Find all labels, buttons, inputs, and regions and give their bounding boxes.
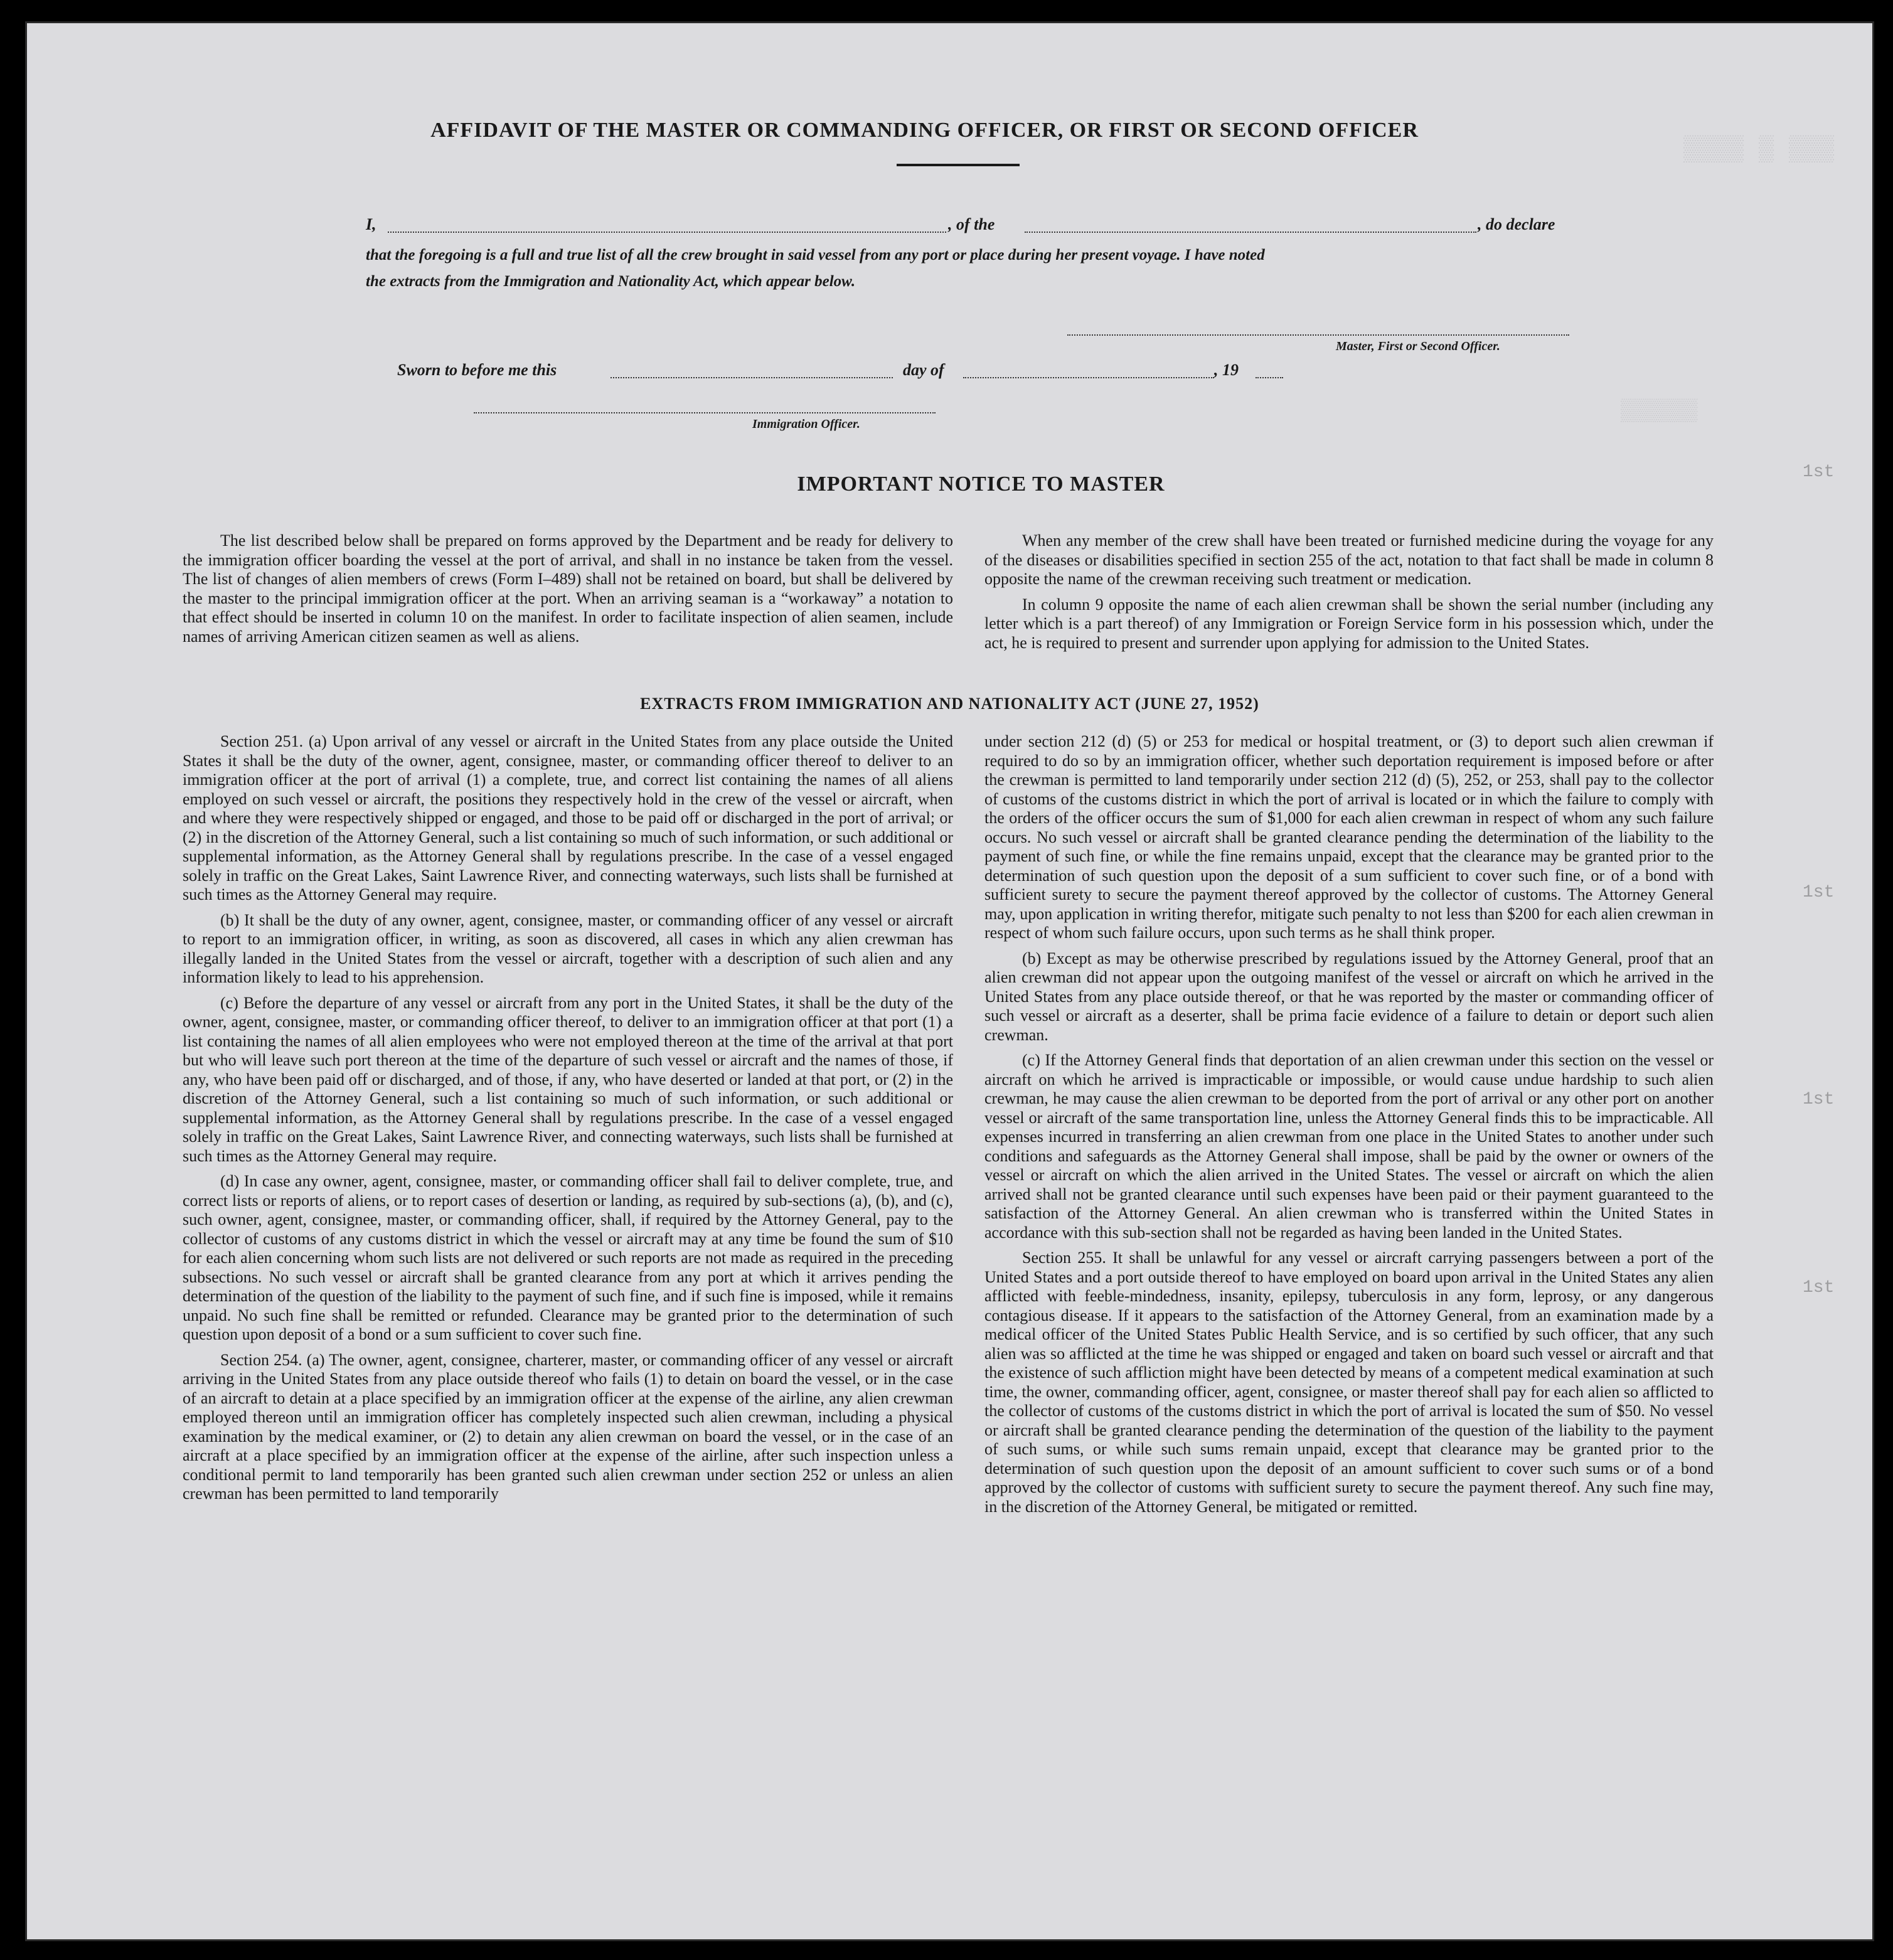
officer-caption: Immigration Officer. bbox=[752, 417, 860, 431]
extracts-left-column bbox=[183, 732, 953, 1510]
title-rule bbox=[897, 164, 1020, 166]
margin-mark: 1st bbox=[1803, 462, 1835, 482]
section-251-a: Section 251. (a) Upon arrival of any vessel or aircraft in the United States from any place outside the United States it shall be the duty of the owner, agent, consignee, master, or commanding officer thereof to deliver to an immigration officer at the port of arrival (1) a complete, true, and correct list containing the names of all aliens employed on such vessel or aircraft, the positions they respectively hold in the crew of the vessel or aircraft, when and where they were respectively shipped or engaged, and those to be paid off or discharged in the port of arrival; or (2) in the discretion of the Attorney General, such a list containing so much of such information, or such additional or supplemental information, as the Attorney General shall by regulations prescribe. In the case of a vessel engaged solely in traffic on the Great Lakes, Saint Lawrence River, and connecting waterways, such lists shall be furnished at such times as the Attorney General may require. bbox=[183, 732, 953, 903]
margin-mark: 1st bbox=[1803, 1278, 1835, 1297]
notice-title: IMPORTANT NOTICE TO MASTER bbox=[797, 472, 1165, 496]
notice-right-column bbox=[984, 531, 1714, 659]
margin-mark: 1st bbox=[1803, 883, 1835, 902]
notice-right-paragraph: In column 9 opposite the name of each alien crewman shall be shown the serial number (including any letter which is a part thereof) of any Immigration or Foreign Service form in his possession which, under the act, he is required to present and surrender upon applying for admission to the United States. bbox=[984, 595, 1714, 652]
vessel-blank[interactable] bbox=[1025, 232, 1476, 233]
sworn-label: Sworn to before me this bbox=[397, 361, 557, 379]
day-of-label: day of bbox=[903, 361, 944, 379]
of-the-label: , of the bbox=[948, 215, 995, 233]
bleed-through-mark: ▒▒▒▒▒▒ bbox=[1621, 400, 1698, 423]
section-254-c: (c) If the Attorney General finds that deportation of an alien crewman under this section on the vessel or aircraft on which he arrived is impracticable or impossible, or would cause undue hardship to such alien crewman, he may cause the alien crewman to be deported from the port of arrival or any other port on another vessel or aircraft of the same transportation line, unless the Attorney General finds this to be impracticable. All expenses incurred in transferring an alien crewman from one place in the United States to another under such conditions and safeguards as the Attorney General shall impose, shall be paid by the owner or owners of the vessel or aircraft on which the alien arrived in the United States. The vessel or aircraft on which the alien arrived shall not be granted clearance until such expenses have been paid or their payment guaranteed to the satisfaction of the Attorney General. An alien crewman who is transferred within the United States in accordance with this sub-section shall not be regarded as having been landed in the United States. bbox=[984, 1051, 1714, 1242]
do-declare-label: , do declare bbox=[1478, 215, 1555, 233]
bleed-through-mark: ▒▒▒▒ ▒ ▒▒▒ bbox=[1683, 136, 1835, 164]
year-blank[interactable] bbox=[1256, 377, 1283, 378]
notice-left-column bbox=[183, 531, 953, 652]
notice-left-paragraph: The list described below shall be prepared on forms approved by the Department and be ready for delivery to the immigration officer boarding the vessel at the port of arrival, and shall in no instance be taken from the vessel. The list of changes of alien members of crews (Form I–489) shall not be retained on board, but shall be delivered by the master to the principal immigration officer at the port. When an arriving seaman is a “workaway” a notation to that effect should be inserted in column 10 on the manifest. In order to facilitate inspection of alien seamen, include names of arriving American citizen seamen as well as aliens. bbox=[183, 531, 953, 646]
section-254-a-continued: under section 212 (d) (5) or 253 for medical or hospital treatment, or (3) to deport such alien crewman if required to do so by an immigration officer, whether such deportation requirement is imposed before or after the crewman is permitted to land temporarily under section 212 (d) (5), 252, or 253, shall pay to the collector of customs of the customs district in which the port of arrival is located or in which the failure to comply with the orders of the officer occurs the sum of $1,000 for each alien crewman in respect of whom any such failure occurs. No such vessel or aircraft shall be granted clearance pending the determination of the liability to the payment of such fine, or while the fine remains unpaid, except that the clearance may be granted prior to the determination of such question upon the deposit of a sum sufficient to cover such fine, or of a bond with sufficient surety to secure the payment thereof approved by the collector of customs. The Attorney General may, upon application in writing therefor, mitigate such penalty to not less than $200 for each alien crewman in respect of whom such failure occurs, upon such terms as he shall think proper. bbox=[984, 732, 1714, 942]
section-254-b: (b) Except as may be otherwise prescribed by regulations issued by the Attorney General, proof that an alien crewman did not appear upon the outgoing manifest of the vessel or aircraft on which he arrived in the United States from any place outside thereof, or that he was reported by the master or commanding officer of such vessel or aircraft as a deserter, shall be prima facie evidence of a failure to detain or deport such alien crewman. bbox=[984, 949, 1714, 1044]
document-page bbox=[25, 21, 1874, 1941]
master-signature-blank[interactable] bbox=[1067, 334, 1569, 336]
section-254-a: Section 254. (a) The owner, agent, consignee, charterer, master, or commanding officer of any vessel or aircraft arriving in the United States from any place outside thereof who fails (1) to detain on board the vessel, or in the case of an aircraft to detain at a place specified by an immigration officer at the expense of the airline, any alien crewman employed thereon until an immigration officer has completely inspected such alien crewman, including a physical examination by the medical examiner, or (2) to detain any alien crewman on board the vessel, or in the case of an aircraft at a place specified by an immigration officer at the expense of the airline, after such inspection unless a conditional permit to land temporarily has been granted such alien crewman under section 252 or unless an alien crewman has been permitted to land temporarily bbox=[183, 1350, 953, 1503]
declaration-line-2: the extracts from the Immigration and Nationality Act, which appear below. bbox=[366, 273, 856, 290]
extracts-title: EXTRACTS FROM IMMIGRATION AND NATIONALITY ACT (JUNE 27, 1952) bbox=[640, 695, 1259, 713]
officer-signature-blank[interactable] bbox=[474, 412, 936, 413]
section-255: Section 255. It shall be unlawful for any vessel or aircraft carrying passengers between a port of the United States and a port outside thereof to have employed on board upon arrival in the United States any alien afflicted with feeble-mindedness, insanity, epilepsy, tuberculosis in any form, leprosy, or any dangerous contagious disease. If it appears to the satisfaction of the Attorney General, from an examination made by a medical officer of the United States Public Health Service, and is so certified by such officer, that any such alien was so afflicted at the time he was shipped or engaged and taken on board such vessel or aircraft and that the existence of such affliction might have been detected by means of a competent medical examination at such time, the owner, commanding officer, agent, consignee, or master thereof shall pay for each alien so afflicted to the collector of customs of the customs district in which the port of arrival is located the sum of $50. No vessel or aircraft shall be granted clearance pending the determination of the question of the liability to the payment of such sums, or while such sums remain unpaid, except that clearance may be granted prior to the determination of such question upon the deposit of an amount sufficient to cover such sums or of a bond approved by the collector of customs with sufficient surety to secure the payment thereof. Any such fine may, in the discretion of the Attorney General, be mitigated or remitted. bbox=[984, 1249, 1714, 1516]
master-caption: Master, First or Second Officer. bbox=[1336, 339, 1500, 353]
section-251-d: (d) In case any owner, agent, consignee, master, or commanding officer shall fail to deliver complete, true, and correct lists or reports of aliens, or to report cases of desertion or landing, as required by sub-sections (a), (b), and (c), such owner, agent, consignee, master, or commanding officer, shall, if required by the Attorney General, pay to the collector of customs of any customs district in which the vessel or aircraft may at any time be found the sum of $10 for each alien concerning whom such lists are not delivered or such reports are not made as required in the preceding subsections. No such vessel or aircraft shall be granted clearance from any port at which it arrives pending the determination of the question of the liability to the payment of such fine, and if such fine is imposed, while it remains unpaid. No such fine shall be remitted or refunded. Clearance may be granted prior to the determination of such question upon deposit of a bond or a sum sufficient to cover such fine. bbox=[183, 1172, 953, 1343]
margin-mark: 1st bbox=[1803, 1090, 1835, 1109]
i-label: I, bbox=[366, 215, 376, 233]
section-251-b: (b) It shall be the duty of any owner, agent, consignee, master, or commanding officer of any vessel or aircraft to report to an immigration officer, in writing, as soon as discovered, all cases in which any alien crewman has illegally landed in the United States from the vessel or aircraft, together with a description of such alien and any information likely to lead to his apprehension. bbox=[183, 910, 953, 986]
affidavit-title: AFFIDAVIT OF THE MASTER OR COMMANDING OFFICER, OR FIRST OR SECOND OFFICER bbox=[430, 119, 1419, 142]
notice-right-paragraph: When any member of the crew shall have been treated or furnished medicine during the voyage for any of the diseases or disabilities specified in section 255 of the act, notation to that fact shall be made in column 8 opposite the name of the crewman receiving such treatment or medication. bbox=[984, 531, 1714, 588]
year-label: , 19 bbox=[1214, 361, 1239, 379]
month-blank[interactable] bbox=[963, 377, 1214, 378]
declaration-line-1: that the foregoing is a full and true list of all the crew brought in said vessel from any port or place during her present voyage. I have noted bbox=[366, 247, 1265, 264]
section-251-c: (c) Before the departure of any vessel or aircraft from any port in the United States, it shall be the duty of the owner, agent, consignee, master, or commanding officer thereof, to deliver to an immigration officer at that port (1) a list containing the names of all alien employees who were not employed thereon at the time of the arrival at that port but who will leave such port thereon at the time of the departure of such vessel or aircraft and the names of those, if any, who have been paid off or discharged, and of those, if any, who have deserted or landed at that port, or (2) in the discretion of the Attorney General, such a list containing so much of such information, or such additional or supplemental information, as the Attorney General shall by regulations prescribe. In the case of a vessel engaged solely in traffic on the Great Lakes, Saint Lawrence River, and connecting waterways, such lists shall be furnished at such times as the Attorney General may require. bbox=[183, 993, 953, 1165]
day-blank[interactable] bbox=[611, 377, 893, 378]
extracts-right-column bbox=[984, 732, 1714, 1523]
name-blank[interactable] bbox=[388, 232, 946, 233]
